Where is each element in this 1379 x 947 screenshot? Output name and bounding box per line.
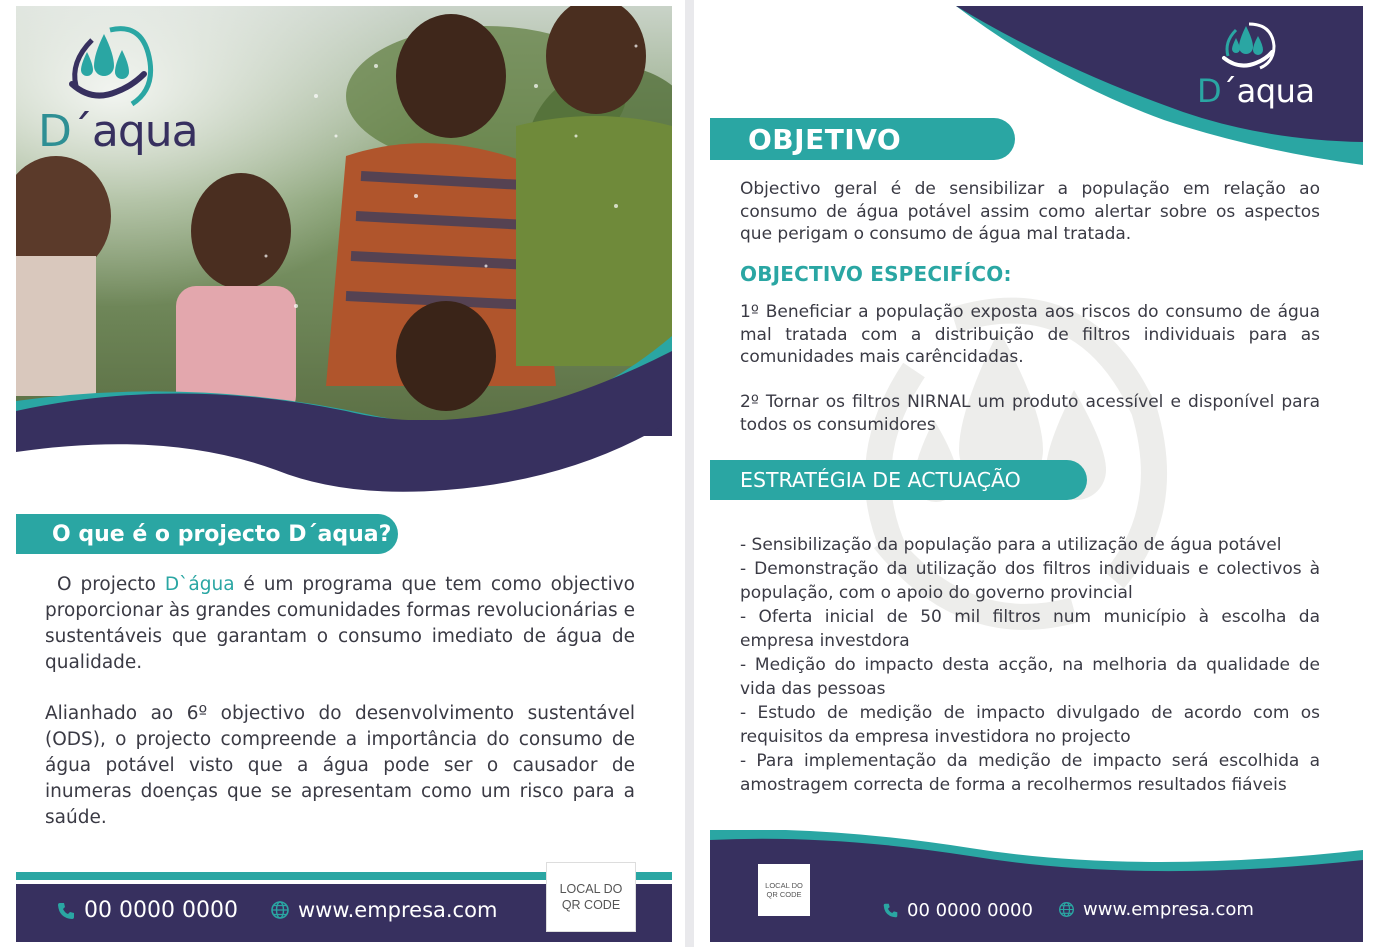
strategy-item: - Sensibilização da população para a utilização de água potável <box>740 535 1282 555</box>
intro-text-after: é um programa que tem como objectivo proporcionar às grandes comunidades formas revolucionárias e sustentáveis que garantam o consumo imediato de água de qualidade. <box>45 574 635 673</box>
brand-wordmark-rest: ´aqua <box>1221 72 1315 110</box>
strategy-item: - Para implementação da medição de impacto será escolhida a amostragem correcta de forma a recolhermos resultados fiáveis <box>740 751 1320 795</box>
phone-icon <box>56 901 76 921</box>
qr-code-placeholder <box>546 862 636 932</box>
specific-objective-2: 2º Tornar os filtros NIRNAL um produto acessível e disponível para todos os consumidores <box>740 392 1320 435</box>
ods-paragraph: Alianhado ao 6º objectivo do desenvolvimento sustentável (ODS), o projecto compreende a importância do consumo de água potável visto que a água pode ser o causador de inumeras doenças que se apresentam como um risco para a saúde. <box>45 703 635 828</box>
phone-contact[interactable] <box>56 898 238 923</box>
phone-contact[interactable] <box>882 900 1033 921</box>
specific-objective-heading: OBJECTIVO ESPECIFÍCO: <box>740 262 1012 286</box>
intro-paragraph <box>45 572 635 676</box>
website-url: www.empresa.com <box>298 898 498 922</box>
globe-icon <box>1058 901 1075 918</box>
phone-number: 00 0000 0000 <box>907 900 1033 921</box>
wave-divider <box>16 420 672 500</box>
section-title-strategy: ESTRATÉGIA DE ACTUAÇÃO <box>710 460 1087 500</box>
phone-number: 00 0000 0000 <box>84 898 238 923</box>
website-contact[interactable] <box>270 898 497 922</box>
section-title-what-is: O que é o projecto D´aqua? <box>16 514 398 554</box>
phone-icon <box>882 902 899 919</box>
intro-highlight: D`água <box>164 574 235 595</box>
website-url: www.empresa.com <box>1083 899 1254 920</box>
brand-wordmark <box>1197 72 1314 110</box>
daqua-logo <box>1194 18 1304 78</box>
qr-label-line2: QR CODE <box>561 898 621 912</box>
brand-wordmark-first: D <box>38 106 71 157</box>
objective-general-paragraph: Objectivo geral é de sensibilizar a população em relação ao consumo de água potável assim como alertar sobre os aspectos que perigam o consumo de água mal tratada. <box>740 179 1320 244</box>
strategy-item: - Estudo de medição de impacto divulgado de acordo com os requisitos da empresa investidora no projecto <box>740 703 1320 747</box>
qr-label-line2: QR CODE <box>766 890 802 899</box>
flyer-page-front <box>0 0 685 947</box>
qr-label-line1: LOCAL DO <box>765 881 803 890</box>
globe-icon <box>270 900 290 920</box>
intro-text-before: O projecto <box>57 574 165 595</box>
qr-code-placeholder <box>758 864 810 916</box>
brand-wordmark <box>38 106 198 157</box>
website-contact[interactable] <box>1058 899 1254 920</box>
strategy-list <box>740 533 1320 797</box>
strategy-item: - Oferta inicial de 50 mil filtros num município à escolha da empresa investdora <box>740 607 1320 651</box>
specific-objective-1: 1º Beneficiar a população exposta aos riscos do consumo de água mal tratada com a distribuição de filtros individuais para as comunidades mais carêncidadas. <box>740 302 1320 367</box>
strategy-item: - Medição do impacto desta acção, na melhoria da qualidade de vida das pessoas <box>740 655 1320 699</box>
flyer-page-back <box>694 0 1379 947</box>
section-title-objective: OBJETIVO <box>710 118 1015 160</box>
qr-label-line1: LOCAL DO <box>559 882 623 896</box>
strategy-item: - Demonstração da utilização dos filtros individuais e colectivos à população, com o apoio do governo provincial <box>740 559 1320 603</box>
brand-wordmark-rest: ´aqua <box>70 106 198 157</box>
brand-wordmark-first: D <box>1197 72 1222 110</box>
